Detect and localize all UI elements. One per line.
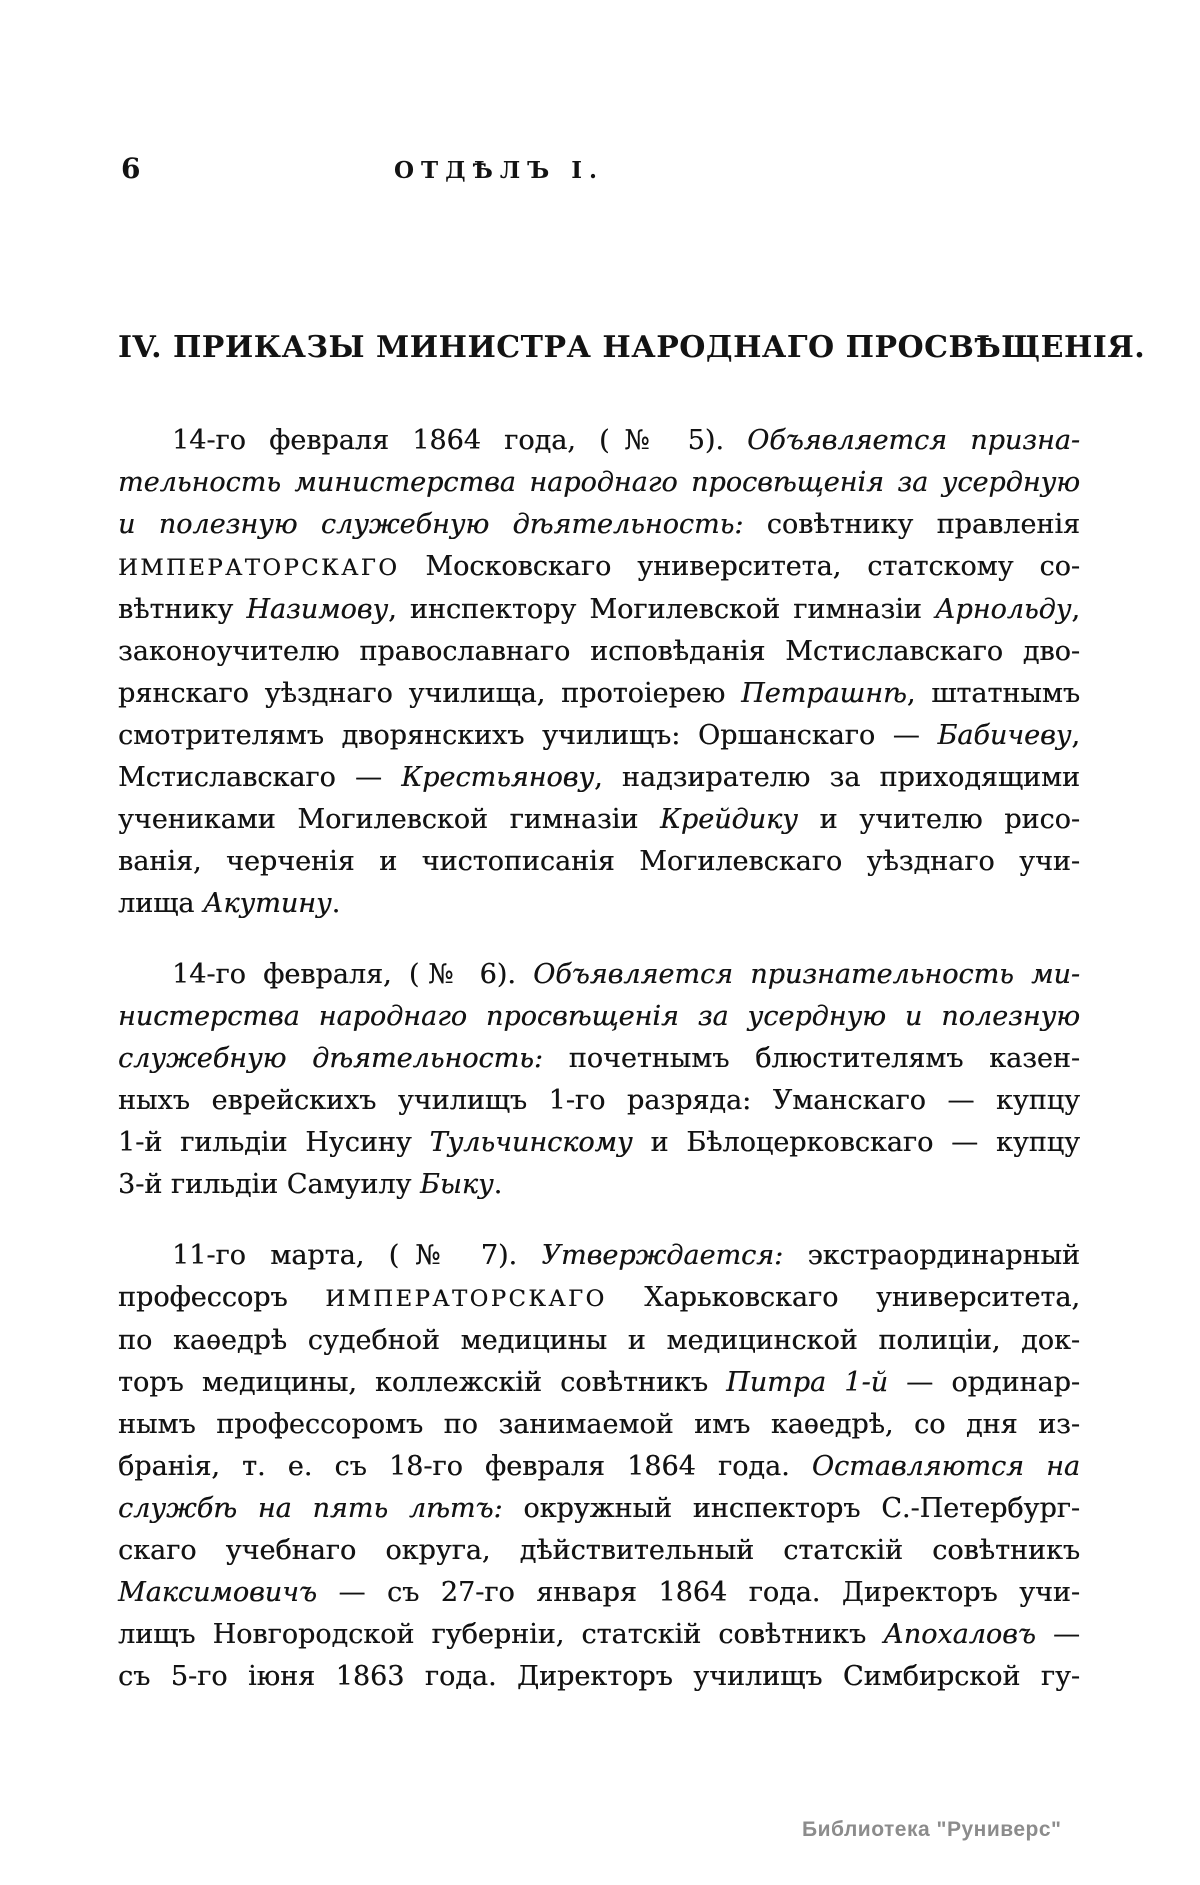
text-line: бранія, т. е. съ 18-го февраля 1864 года. Оставляются на [118,1451,1080,1482]
article-body [118,420,1080,1727]
text-line: службѣ на пять лѣтъ: окружный инспекторъ С.-Петербург- [118,1493,1080,1524]
text-line: законоучителю православнаго исповѣданія Мстиславскаго дво- [118,636,1080,667]
text-line: 14-го февраля 1864 года, (№ 5). Объявляется призна- [172,425,1080,456]
text-line: торъ медицины, коллежскій совѣтникъ Питра 1-й — ординар- [118,1367,1080,1398]
text-line: 1-й гильдіи Нусину Тульчинскому и Бѣлоцерковскаго — купцу [118,1127,1080,1158]
text-line: съ 5-го іюня 1863 года. Директоръ училищъ Симбирской гу- [118,1661,1080,1692]
paragraph [118,954,1080,1206]
watermark: Библиотека "Руниверс" [802,1818,1062,1841]
text-line: лища Акутину. [118,888,341,919]
text-line: по каѳедрѣ судебной медицины и медицинской полиціи, док- [118,1325,1080,1356]
text-line: и полезную служебную дѣятельность: совѣтнику правленія [118,509,1080,540]
text-line: Мстиславскаго — Крестьянову, надзирателю за приходящими [118,762,1080,793]
text-line: нымъ профессоромъ по занимаемой имъ каѳедрѣ, со дня из- [118,1409,1080,1440]
text-line: 3-й гильдіи Самуилу Быку. [118,1169,503,1200]
running-head: ОТДѢЛЪ I. [394,157,604,184]
text-line: профессоръ ИМПЕРАТОРСКАГО Харьковскаго университета, [118,1282,1080,1313]
text-line: вѣтнику Назимову, инспектору Могилевской гимназіи Арнольду, [118,594,1080,625]
text-line: скаго учебнаго округа, дѣйствительный статскій совѣтникъ [118,1535,1080,1566]
paragraph [118,1235,1080,1698]
text-line: ванія, черченія и чистописанія Могилевскаго уѣзднаго учи- [118,846,1080,877]
text-line: лищъ Новгородской губерніи, статскій совѣтникъ Апохаловъ — [118,1619,1080,1650]
text-line: тельность министерства народнаго просвѣщенія за усердную [118,467,1080,498]
text-line: служебную дѣятельность: почетнымъ блюстителямъ казен- [118,1043,1080,1074]
text-line: 14-го февраля, (№ 6). Объявляется признательность ми- [172,959,1080,990]
text-line: смотрителямъ дворянскихъ училищъ: Оршанскаго — Бабичеву, [118,720,1080,751]
paragraph [118,420,1080,925]
text-line: рянскаго уѣзднаго училища, протоіерею Петрашнѣ, штатнымъ [118,678,1081,709]
text-line: ИМПЕРАТОРСКАГО Московскаго университета, статскому со- [118,551,1080,582]
page-number: 6 [121,152,141,185]
text-line: нистерства народнаго просвѣщенія за усердную и полезную [118,1001,1080,1032]
text-line: Максимовичъ — съ 27-го января 1864 года. Директоръ учи- [118,1577,1080,1608]
article-title: IV. ПРИКАЗЫ МИНИСТРА НАРОДНАГО ПРОСВѢЩЕНІЯ. [118,330,1146,365]
text-line: 11-го марта, (№ 7). Утверждается: экстраординарный [172,1240,1080,1271]
text-line: учениками Могилевской гимназіи Крейдику и учителю рисо- [118,804,1080,835]
text-line: ныхъ еврейскихъ училищъ 1-го разряда: Уманскаго — купцу [118,1085,1080,1116]
